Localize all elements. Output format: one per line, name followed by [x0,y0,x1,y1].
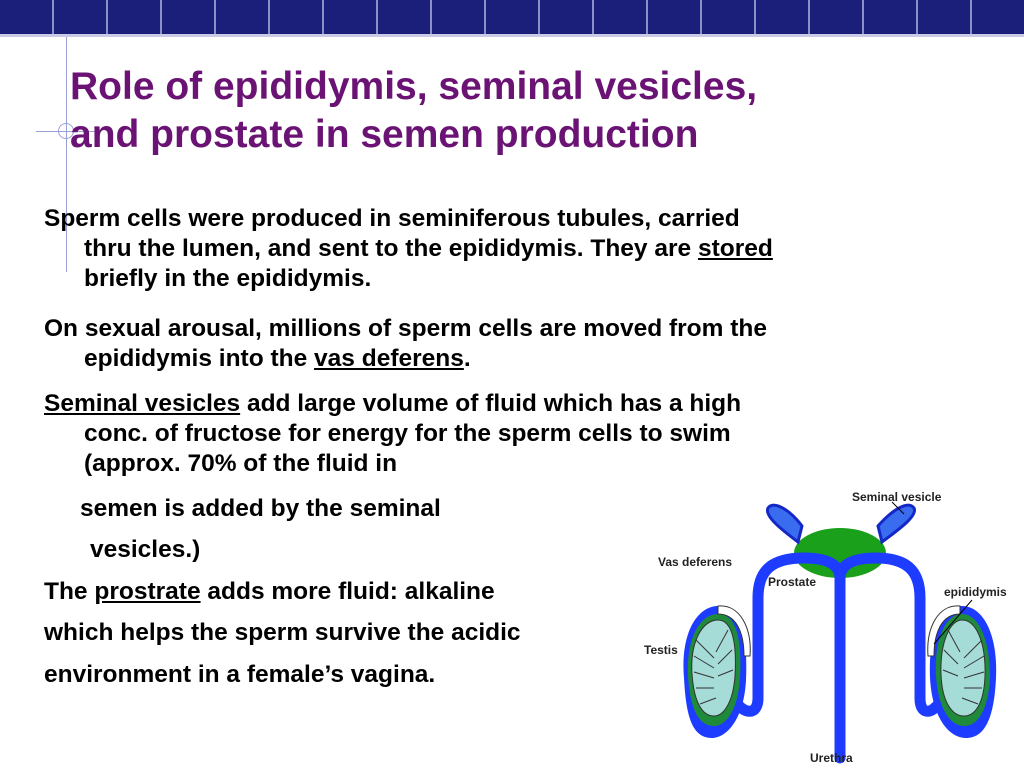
p4-line-3: environment in a female’s vagina. [44,661,436,688]
p4-text-a: The [44,578,95,605]
p3-line-2: conc. of fructose for energy for the sperm cells to swim [84,420,731,447]
p1-line-1: Sperm cells were produced in seminiferous tubules, carried [44,205,740,232]
label-epididymis: epididymis [944,585,1007,599]
slide-title [70,63,970,159]
p2-text: epididymis into the [84,345,315,372]
p1-line-2 [44,234,974,264]
label-testis: Testis [644,643,678,657]
p2-period: . [463,345,471,372]
header-stripe-bar [0,0,1024,34]
p4-text-b: adds more fluid: alkaline [200,578,495,605]
label-vas-deferens: Vas deferens [658,555,733,569]
paragraph-sperm-production [44,204,974,294]
paragraph-seminal-vesicles [44,389,974,479]
label-prostate: Prostate [768,575,817,589]
p3-text: add large volume of fluid which has a high [240,390,742,417]
p3-line-5: vesicles.) [90,536,201,563]
title-line-2: and prostate in semen production [70,113,699,156]
header-divider [0,34,1024,37]
p1-line-3: briefly in the epididymis. [84,265,372,292]
title-line-1: Role of epididymis, seminal vesicles, [70,65,758,108]
vas-deferens-link[interactable]: vas deferens [314,345,464,372]
p3-line-4: semen is added by the seminal [80,495,441,522]
prostrate-link[interactable]: prostrate [94,578,201,605]
urethra-duct [835,720,845,754]
label-seminal-vesicle: Seminal vesicle [852,490,942,504]
reproductive-system-diagram [640,480,1024,768]
paragraph-sexual-arousal [44,314,974,374]
p4-line-1 [44,577,495,607]
p1-text: thru the lumen, and sent to the epididymis. They are [84,235,698,262]
seminal-vesicles-link[interactable]: Seminal vesicles [44,390,241,417]
p2-line-1: On sexual arousal, millions of sperm cells are moved from the [44,315,767,342]
label-urethra: Urethra [810,751,853,765]
stored-link[interactable]: stored [697,235,773,262]
p3-line-1 [44,390,741,417]
p4-line-2: which helps the sperm survive the acidic [44,619,521,646]
p2-line-2 [44,344,974,374]
p3-line-3: (approx. 70% of the fluid in [84,450,398,477]
